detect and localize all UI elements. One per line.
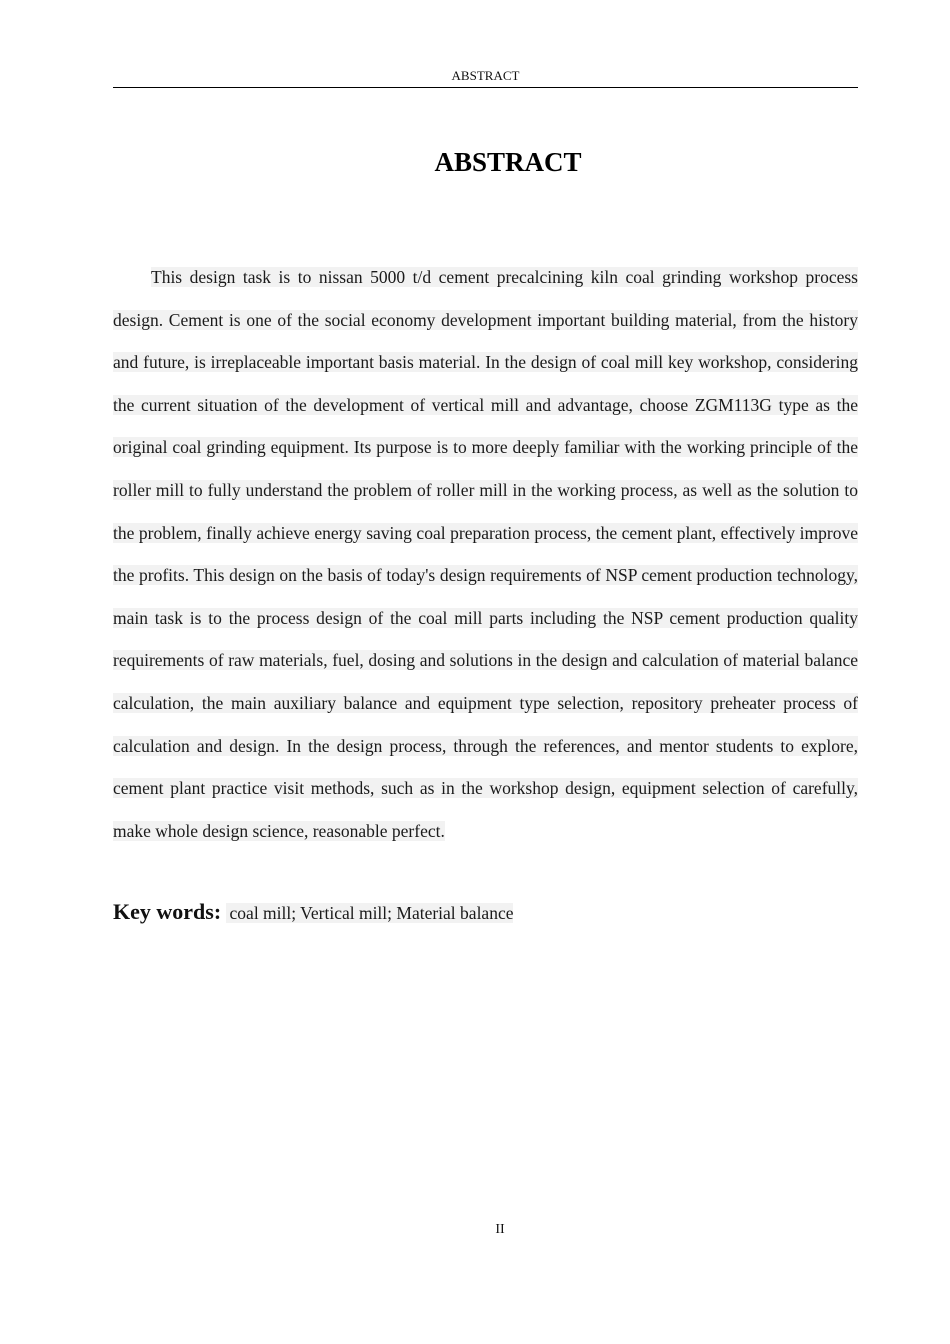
page-number: II [495, 1222, 505, 1237]
page-title: ABSTRACT [434, 147, 582, 177]
abstract-text: This design task is to nissan 5000 t/d cement precalcining kiln coal grinding workshop process design. Cement is one of the social economy development important building material, from the history and future, is irreplaceable important basis material. In the design of coal mill key workshop, considering the current situation of the development of vertical mill and advantage, choose ZGM113G type as the original coal grinding equipment. Its purpose is to more deeply familiar with the working principle of the roller mill to fully understand the problem of roller mill in the working process, as well as the solution to the problem, finally achieve energy saving coal preparation process, the cement plant, effectively improve the profits. This design on the basis of today's design requirements of NSP cement production technology, main task is to the process design of the coal mill parts including the NSP cement production quality requirements of raw materials, fuel, dosing and solutions in the design and calculation of material balance calculation, the main auxiliary balance and equipment type selection, repository preheater process of calculation and design. In the design process, through the references, and mentor students to explore, cement plant practice visit methods, such as in the workshop design, equipment selection of carefully, make whole design science, reasonable perfect. [113, 267, 858, 841]
running-header [113, 68, 858, 88]
running-header-title: ABSTRACT [451, 68, 520, 83]
keywords-label: Key words: [113, 899, 222, 924]
abstract-body [113, 256, 858, 852]
keywords-line [113, 896, 858, 929]
keywords-text: coal mill; Vertical mill; Material balance [226, 903, 514, 923]
